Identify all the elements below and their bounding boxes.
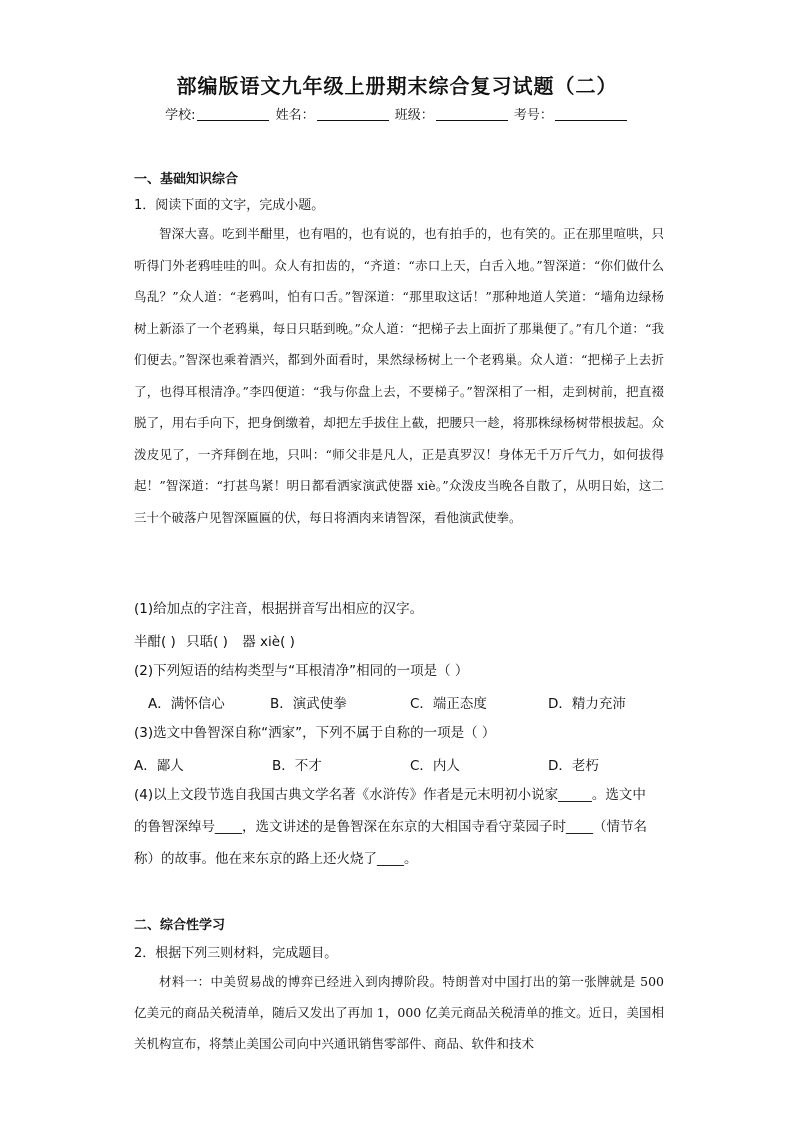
- school-blank[interactable]: [197, 108, 269, 121]
- reading-passage: [134, 218, 664, 533]
- exam-no-label: 考号：: [513, 108, 553, 123]
- document-title: 部编版语文九年级上册期末综合复习试题（二）: [176, 74, 618, 98]
- name-label: 姓名：: [275, 108, 315, 123]
- name-blank[interactable]: [317, 108, 389, 121]
- material-1-text: 材料一：中美贸易战的博弈已经进入到肉搏阶段。特朗普对中国打出的第一张牌就是 500 亿美元的商品关税清单，随后又发出了再加 1，000 亿美元商品关税清单的推文。近日，美国相关机构宣布，将禁止美国公司向中兴通讯销售零部件、商品、软件和技术: [134, 974, 664, 1051]
- sub3-option-a[interactable]: A．鄙人: [134, 758, 184, 774]
- q1-sub2: (2)下列短语的结构类型与“耳根清净”相同的一项是（ ）: [134, 663, 469, 679]
- sub2-option-d[interactable]: D．精力充沛: [548, 696, 626, 712]
- q1-sub3: (3)选文中鲁智深自称“洒家”，下列不属于自称的一项是（ ）: [134, 725, 496, 741]
- class-label: 班级：: [394, 108, 434, 123]
- passage-text: 智深大喜。吃到半酣里，也有唱的，也有说的，也有拍手的，也有笑的。正在那里喧哄，只听得门外老鸦哇哇的叫。众人有扣齿的，“齐道：“赤口上天，白舌入地。”智深道：“你们做什么鸟乱？”众人道：“老鸦叫，怕有口舌。”智深道：“那里取这话！”那种地道人笑道：“墙角边绿杨树上新添了一个老鸦巢，每日只聒到晚。”众人道：“把梯子去上面折了那巢便了。”有几个道：“我们便去。”智深也乘着酒兴，都到外面看时，果然绿杨树上一个老鸦巢。众人道：“把梯子上去折了，也得耳根清净。”李四便道：“我与你盘上去，不要梯子。”智深相了一相，走到树前，把直裰脱了，用右手向下，把身倒缴着，却把左手拔住上截，把腰只一趁，将那株绿杨树带根拔起。众泼皮见了，一齐拜倒在地，只叫：“师父非是凡人，正是真罗汉！身体无千万斤气力，如何拔得起！”智深道：“打甚鸟紧！明日都看洒家演武使器 xiè。”众泼皮当晚各自散了，从明日始，这二三十个破落户见智深匾匾的伏，每日将酒肉来请智深，看他演武使拳。: [134, 226, 664, 525]
- material-1: [134, 966, 664, 1090]
- school-label: 学校:: [165, 108, 196, 123]
- q1-prompt: 1．阅读下面的文字，完成小题。: [134, 198, 325, 213]
- q2-prompt: 2．根据下列三则材料，完成题目。: [134, 946, 338, 961]
- sub3-option-b[interactable]: B．不才: [272, 758, 322, 774]
- section2-heading: 二、综合性学习: [134, 918, 226, 933]
- sub2-option-c[interactable]: C．端正态度: [410, 696, 487, 712]
- sub1-item-b: 只聒( ): [186, 634, 228, 650]
- class-blank[interactable]: [436, 108, 508, 121]
- sub3-option-c[interactable]: C．内人: [410, 758, 460, 774]
- sub1-item-a: 半酣( ): [134, 634, 176, 650]
- q1-sub4-line2: 的鲁智深绰号____，选文讲述的是鲁智深在东京的大相国寺看守菜园子时____（情节名: [134, 819, 647, 835]
- sub2-option-b[interactable]: B．演武使拳: [270, 696, 347, 712]
- q1-sub1-items: [134, 630, 674, 650]
- q1-sub1: (1)给加点的字注音，根据拼音写出相应的汉字。: [134, 601, 424, 617]
- q1-sub4-line1: (4)以上文段节选自我国古典文学名著《水浒传》作者是元末明初小说家_____。选文中: [134, 787, 646, 803]
- q1-sub4-line3: 称）的故事。他在来东京的路上还火烧了____。: [134, 851, 418, 867]
- student-info-line: [0, 104, 794, 123]
- section1-heading: 一、基础知识综合: [134, 172, 239, 187]
- sub2-option-a[interactable]: A．满怀信心: [148, 696, 225, 712]
- sub1-item-c: 器 xiè( ): [242, 634, 295, 650]
- exam-no-blank[interactable]: [555, 108, 627, 121]
- sub3-option-d[interactable]: D．老朽: [548, 758, 599, 774]
